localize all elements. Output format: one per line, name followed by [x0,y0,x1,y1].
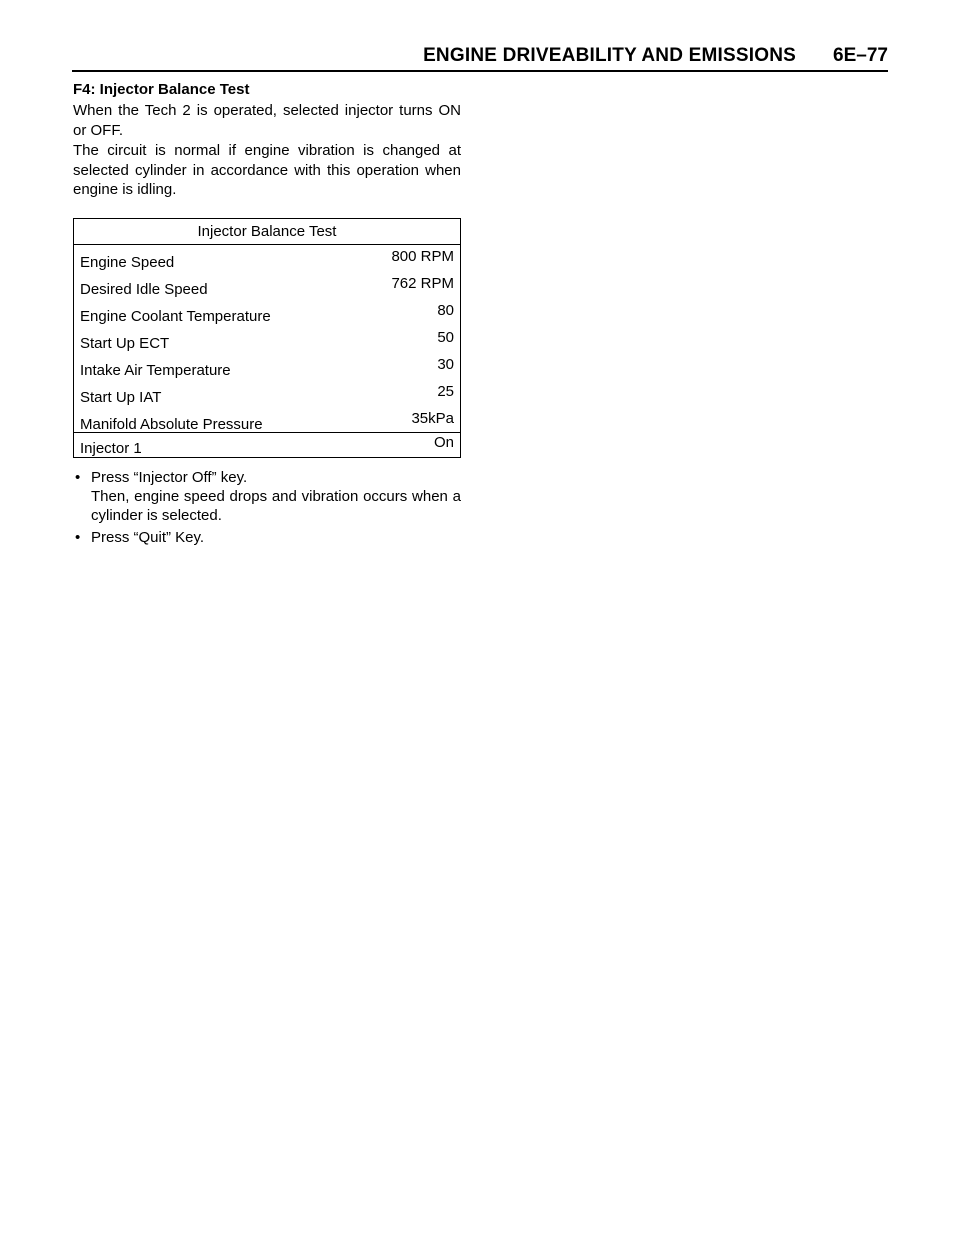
paragraph: When the Tech 2 is operated, selected injector turns ON or OFF. [73,102,461,139]
param-label: Start Up IAT [80,388,162,406]
param-value: 80 [437,301,454,319]
list-item [73,468,461,525]
page-number: 6E–77 [833,45,888,66]
display-title: Injector Balance Test [197,222,337,240]
param-label: Injector 1 [80,439,142,457]
title-divider [74,244,460,245]
param-value: 25 [437,382,454,400]
param-value: 800 RPM [391,247,454,265]
param-row [80,300,454,327]
param-row [80,327,454,354]
param-value: On [433,433,454,451]
step-text: Press “Quit” Key. [91,528,205,546]
section-heading: F4: Injector Balance Test [73,81,250,98]
param-value: 35kPa [411,409,454,427]
main-content [73,81,461,547]
header-title: ENGINE DRIVEABILITY AND EMISSIONS [423,45,796,66]
param-label: Engine Coolant Temperature [80,307,271,325]
param-row [80,354,454,381]
param-value: 50 [437,328,454,346]
page-header [72,44,888,72]
param-label: Desired Idle Speed [80,280,208,298]
param-label: Intake Air Temperature [80,361,231,379]
procedure-steps [73,468,461,547]
bullet-icon: • [75,528,81,546]
param-label: Engine Speed [80,253,175,271]
step-detail: Then, engine speed drops and vibration occurs when a cylinder is selected. [91,487,461,524]
param-row [80,408,454,435]
param-label: Start Up ECT [80,334,170,352]
param-value: 30 [437,355,454,373]
param-row [80,432,454,459]
paragraph: The circuit is normal if engine vibration is changed at selected cylinder in accordance with this operation when engine is idling. [73,142,461,198]
param-label: Manifold Absolute Pressure [80,415,263,433]
param-value: 762 RPM [391,274,454,292]
list-item [73,528,461,547]
param-row [80,273,454,300]
bullet-icon: • [75,468,81,486]
tech2-data-display [73,218,461,458]
param-row [80,246,454,273]
param-row [80,381,454,408]
step-text: Press “Injector Off” key. [91,468,248,486]
